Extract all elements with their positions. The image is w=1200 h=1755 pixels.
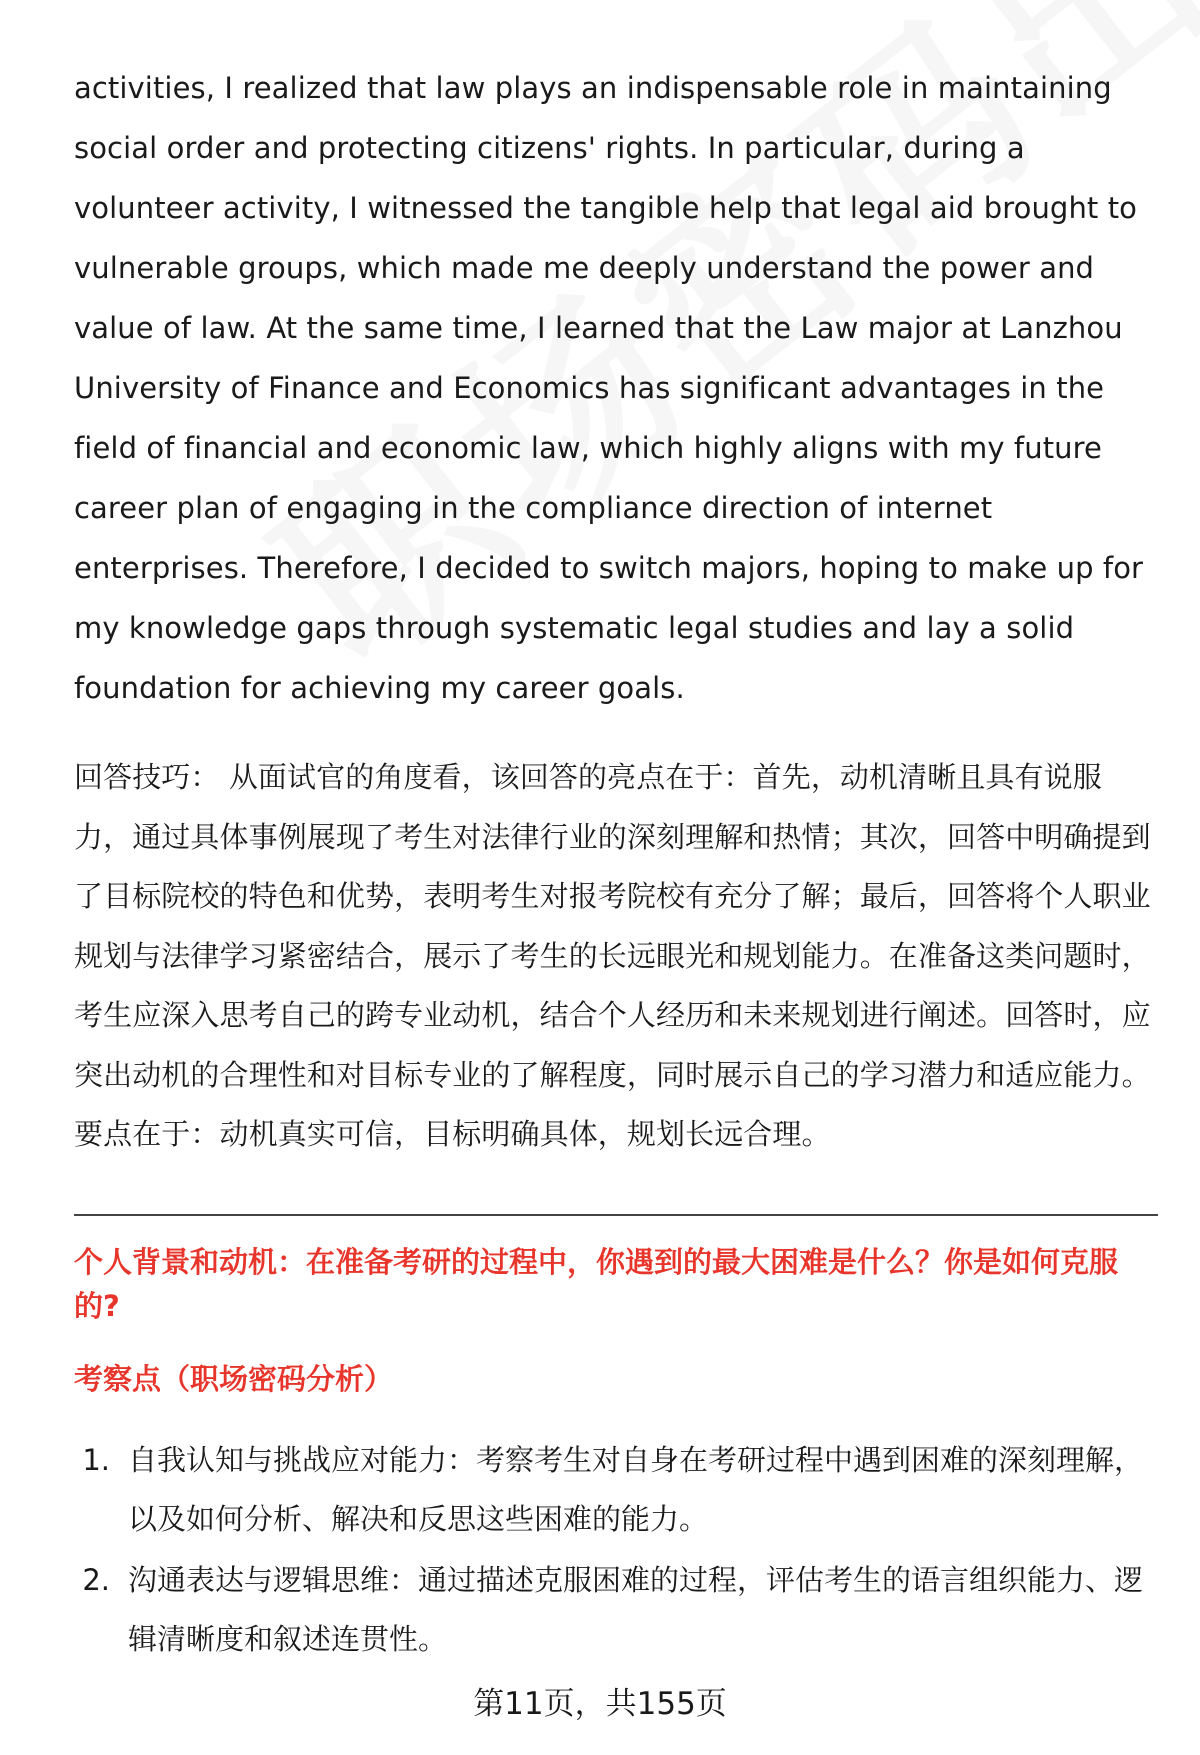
question-heading: 个人背景和动机：在准备考研的过程中，你遇到的最大困难是什么？你是如何克服的? [74,1245,1119,1323]
list-item [74,1551,1158,1669]
assessment-list [74,1431,1158,1671]
answer-tip: 回答技巧： 从面试官的角度看，该回答的亮点在于：首先，动机清晰且具有说服力，通过具体事例展现了考生对法律行业的深刻理解和热情；其次，回答中明确提到了目标院校的特色和优势，表明考生对报考院校有充分了解；最后，回答将个人职业规划与法律学习紧密结合，展示了考生的长远眼光和规划能力。在准备这类问题时，考生应深入思考自己的跨专业动机，结合个人经历和未来规划进行阐述。回答时，应突出动机的合理性和对目标专业的了解程度，同时展示自己的学习潜力和适应能力。要点在于：动机真实可信，目标明确具体，规划长远合理。 [74,760,1151,1151]
list-item-number: 1. [82,1443,110,1477]
section-divider [74,1214,1158,1216]
document-body [74,58,1154,1165]
page-footer: 第11页，共155页 [473,1686,727,1722]
list-item-number: 2. [82,1563,110,1597]
list-item [74,1431,1158,1549]
section-title: 考察点（职场密码分析） [74,1362,394,1396]
list-item-text: 自我认知与挑战应对能力：考察考生对自身在考研过程中遇到困难的深刻理解，以及如何分析、解决和反思这些困难的能力。 [128,1443,1144,1536]
answer-paragraph: activities, I realized that law plays an indispensable role in maintaining social order and protecting citizens' rights. In particular, during a volunteer activity, I witnessed the tangible help that legal aid brought to vulnerable groups, which made me deeply understand the power and value of law. At the same time, I learned that the Law major at Lanzhou University of Finance and Economics has significant advantages in the field of financial and economic law, which highly aligns with my future career plan of engaging in the compliance direction of internet enterprises. Therefore, I decided to switch majors, hoping to make up for my knowledge gaps through systematic legal studies and lay a solid foundation for achieving my career goals. [74,71,1144,705]
list-item-text: 沟通表达与逻辑思维：通过描述克服困难的过程，评估考生的语言组织能力、逻辑清晰度和叙述连贯性。 [128,1563,1144,1656]
